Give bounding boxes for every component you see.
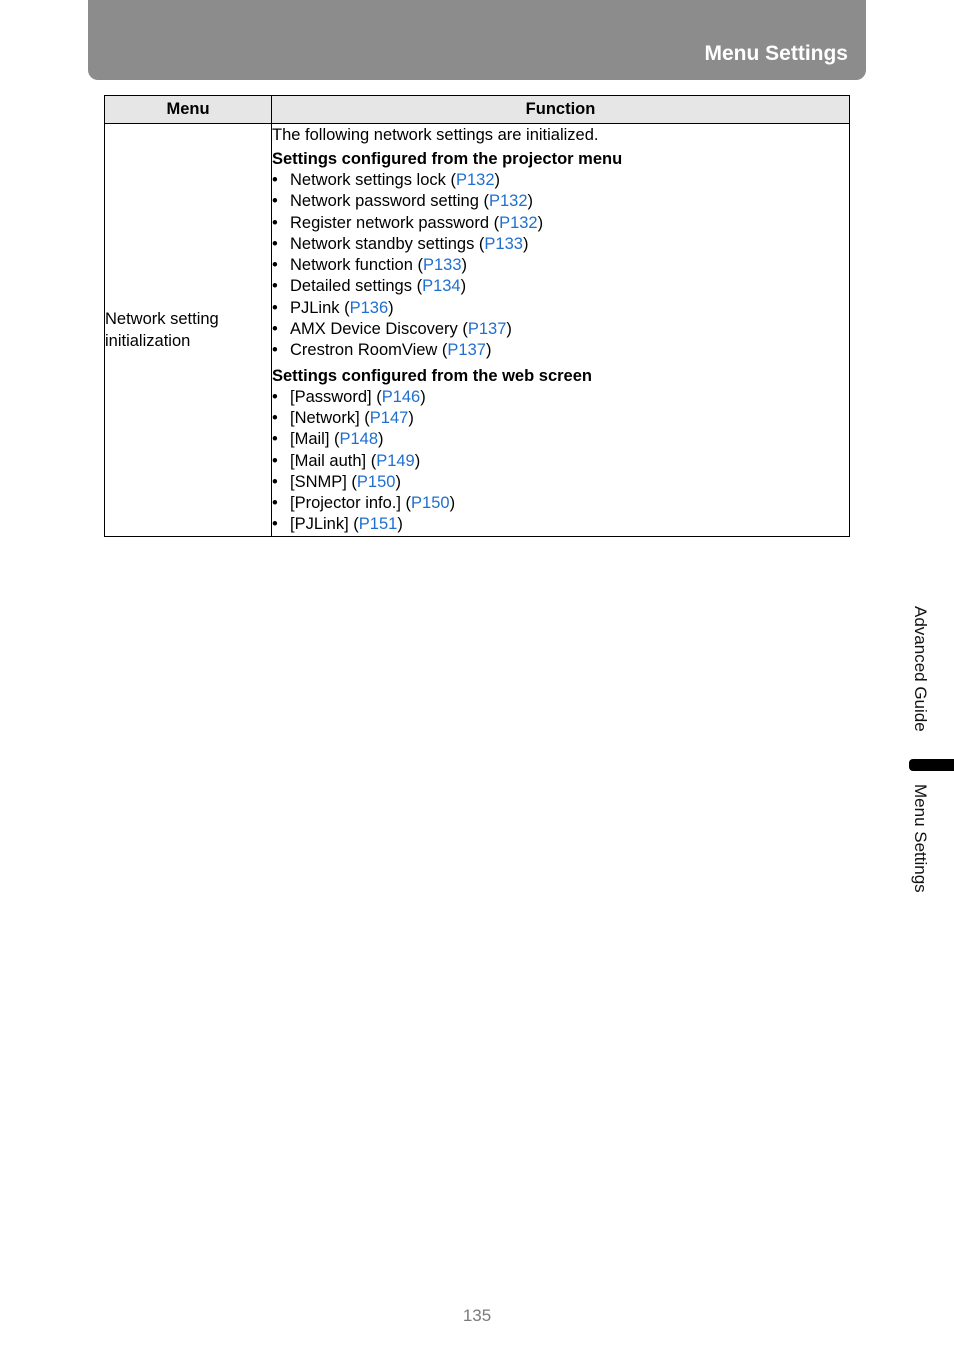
page-reference-link[interactable]: P134 <box>422 277 461 296</box>
list-item <box>272 255 849 276</box>
list-item-tail: ) <box>449 494 456 513</box>
list-item-label: Detailed settings ( <box>290 277 423 296</box>
bullet-icon: • <box>272 472 278 491</box>
list-item <box>272 387 849 408</box>
page-reference-link[interactable]: P146 <box>381 387 421 406</box>
bullet-icon: • <box>272 430 278 449</box>
function-intro: The following network settings are initialized. <box>272 126 599 144</box>
list-item-label: [Network] ( <box>290 408 370 427</box>
list-item-tail: ) <box>494 171 501 189</box>
list-item-label: [PJLink] ( <box>290 515 359 534</box>
header-banner <box>88 0 866 80</box>
bullet-icon: • <box>272 234 278 253</box>
page-reference-link[interactable]: P136 <box>349 298 389 317</box>
page-title: Menu Settings <box>704 42 848 65</box>
bullet-icon: • <box>272 408 278 427</box>
bullet-icon: • <box>272 192 278 211</box>
list-item-label: Network standby settings ( <box>290 234 485 253</box>
table-row <box>105 124 850 537</box>
list-item-tail: ) <box>420 387 426 406</box>
list-item-tail: ) <box>485 341 492 360</box>
projector-settings-list <box>272 170 849 362</box>
bullet-icon: • <box>272 171 278 189</box>
menu-name-line: initialization <box>105 331 191 350</box>
menu-name-line: Network setting <box>105 309 219 328</box>
projector-menu-heading: Settings configured from the projector menu <box>272 150 623 168</box>
bullet-icon: • <box>272 277 278 296</box>
menu-name-cell <box>105 124 272 537</box>
function-cell <box>272 124 850 537</box>
page-reference-link[interactable]: P148 <box>339 430 379 449</box>
page-reference-link[interactable]: P132 <box>455 171 495 189</box>
list-item-label: [Password] ( <box>290 387 382 406</box>
list-item-label: Crestron RoomView ( <box>290 341 448 360</box>
list-item <box>272 170 849 191</box>
bullet-icon: • <box>272 298 278 317</box>
list-item <box>272 276 849 297</box>
list-item-label: [Projector info.] ( <box>290 494 412 513</box>
web-settings-list <box>272 387 849 536</box>
column-header-menu: Menu <box>105 96 272 124</box>
page-reference-link[interactable]: P132 <box>489 192 528 211</box>
list-item <box>272 191 849 212</box>
list-item-tail: ) <box>460 277 467 296</box>
list-item-label: [SNMP] ( <box>290 472 357 491</box>
column-header-function: Function <box>272 96 850 124</box>
list-item-label: PJLink ( <box>290 298 350 317</box>
page-reference-link[interactable]: P133 <box>484 234 523 253</box>
list-item-tail: ) <box>395 472 401 491</box>
bullet-icon: • <box>272 494 278 513</box>
bullet-icon: • <box>272 341 278 360</box>
page-reference-link[interactable]: P132 <box>499 213 538 232</box>
list-item <box>272 514 849 535</box>
page-reference-link[interactable]: P147 <box>369 408 409 427</box>
list-item-label: Network function ( <box>290 256 423 275</box>
list-item <box>272 234 849 255</box>
list-item-tail: ) <box>414 451 421 470</box>
list-item <box>272 493 849 514</box>
list-item <box>272 472 849 493</box>
bullet-icon: • <box>272 387 278 406</box>
table-header-row <box>105 96 850 124</box>
page-reference-link[interactable]: P150 <box>356 472 396 491</box>
bullet-icon: • <box>272 320 278 339</box>
list-item-tail: ) <box>408 408 414 427</box>
web-screen-heading: Settings configured from the web screen <box>272 366 592 385</box>
list-item <box>272 298 849 319</box>
list-item-label: Network settings lock ( <box>290 171 456 189</box>
side-tab-menu-settings[interactable]: Menu Settings <box>911 784 930 893</box>
bullet-icon: • <box>272 451 278 470</box>
page-reference-link[interactable]: P151 <box>358 515 398 534</box>
side-tab-advanced-guide[interactable]: Advanced Guide <box>911 606 930 732</box>
list-item-tail: ) <box>522 234 529 253</box>
list-item-tail: ) <box>397 515 403 534</box>
page-reference-link[interactable]: P149 <box>376 451 415 470</box>
side-tab-active-marker <box>909 759 954 771</box>
list-item-tail: ) <box>388 298 394 317</box>
list-item-tail: ) <box>527 192 534 211</box>
list-item-tail: ) <box>461 256 468 275</box>
bullet-icon: • <box>272 256 278 275</box>
list-item <box>272 213 849 234</box>
page-reference-link[interactable]: P133 <box>422 256 462 275</box>
list-item-tail: ) <box>537 213 544 232</box>
page-reference-link[interactable]: P137 <box>467 320 507 339</box>
list-item-label: [Mail] ( <box>290 430 340 449</box>
bullet-icon: • <box>272 213 278 232</box>
list-item <box>272 451 849 472</box>
list-item-label: Network password setting ( <box>290 192 489 211</box>
list-item-tail: ) <box>378 430 384 449</box>
list-item <box>272 429 849 450</box>
list-item <box>272 408 849 429</box>
settings-table <box>104 95 850 537</box>
list-item <box>272 319 849 340</box>
list-item-tail: ) <box>506 320 512 339</box>
list-item-label: Register network password ( <box>290 213 500 232</box>
list-item <box>272 340 849 361</box>
page-reference-link[interactable]: P137 <box>447 341 486 360</box>
list-item-label: AMX Device Discovery ( <box>290 320 468 339</box>
page-number: 135 <box>462 1306 492 1325</box>
list-item-label: [Mail auth] ( <box>290 451 377 470</box>
bullet-icon: • <box>272 515 278 534</box>
page-reference-link[interactable]: P150 <box>411 494 450 513</box>
